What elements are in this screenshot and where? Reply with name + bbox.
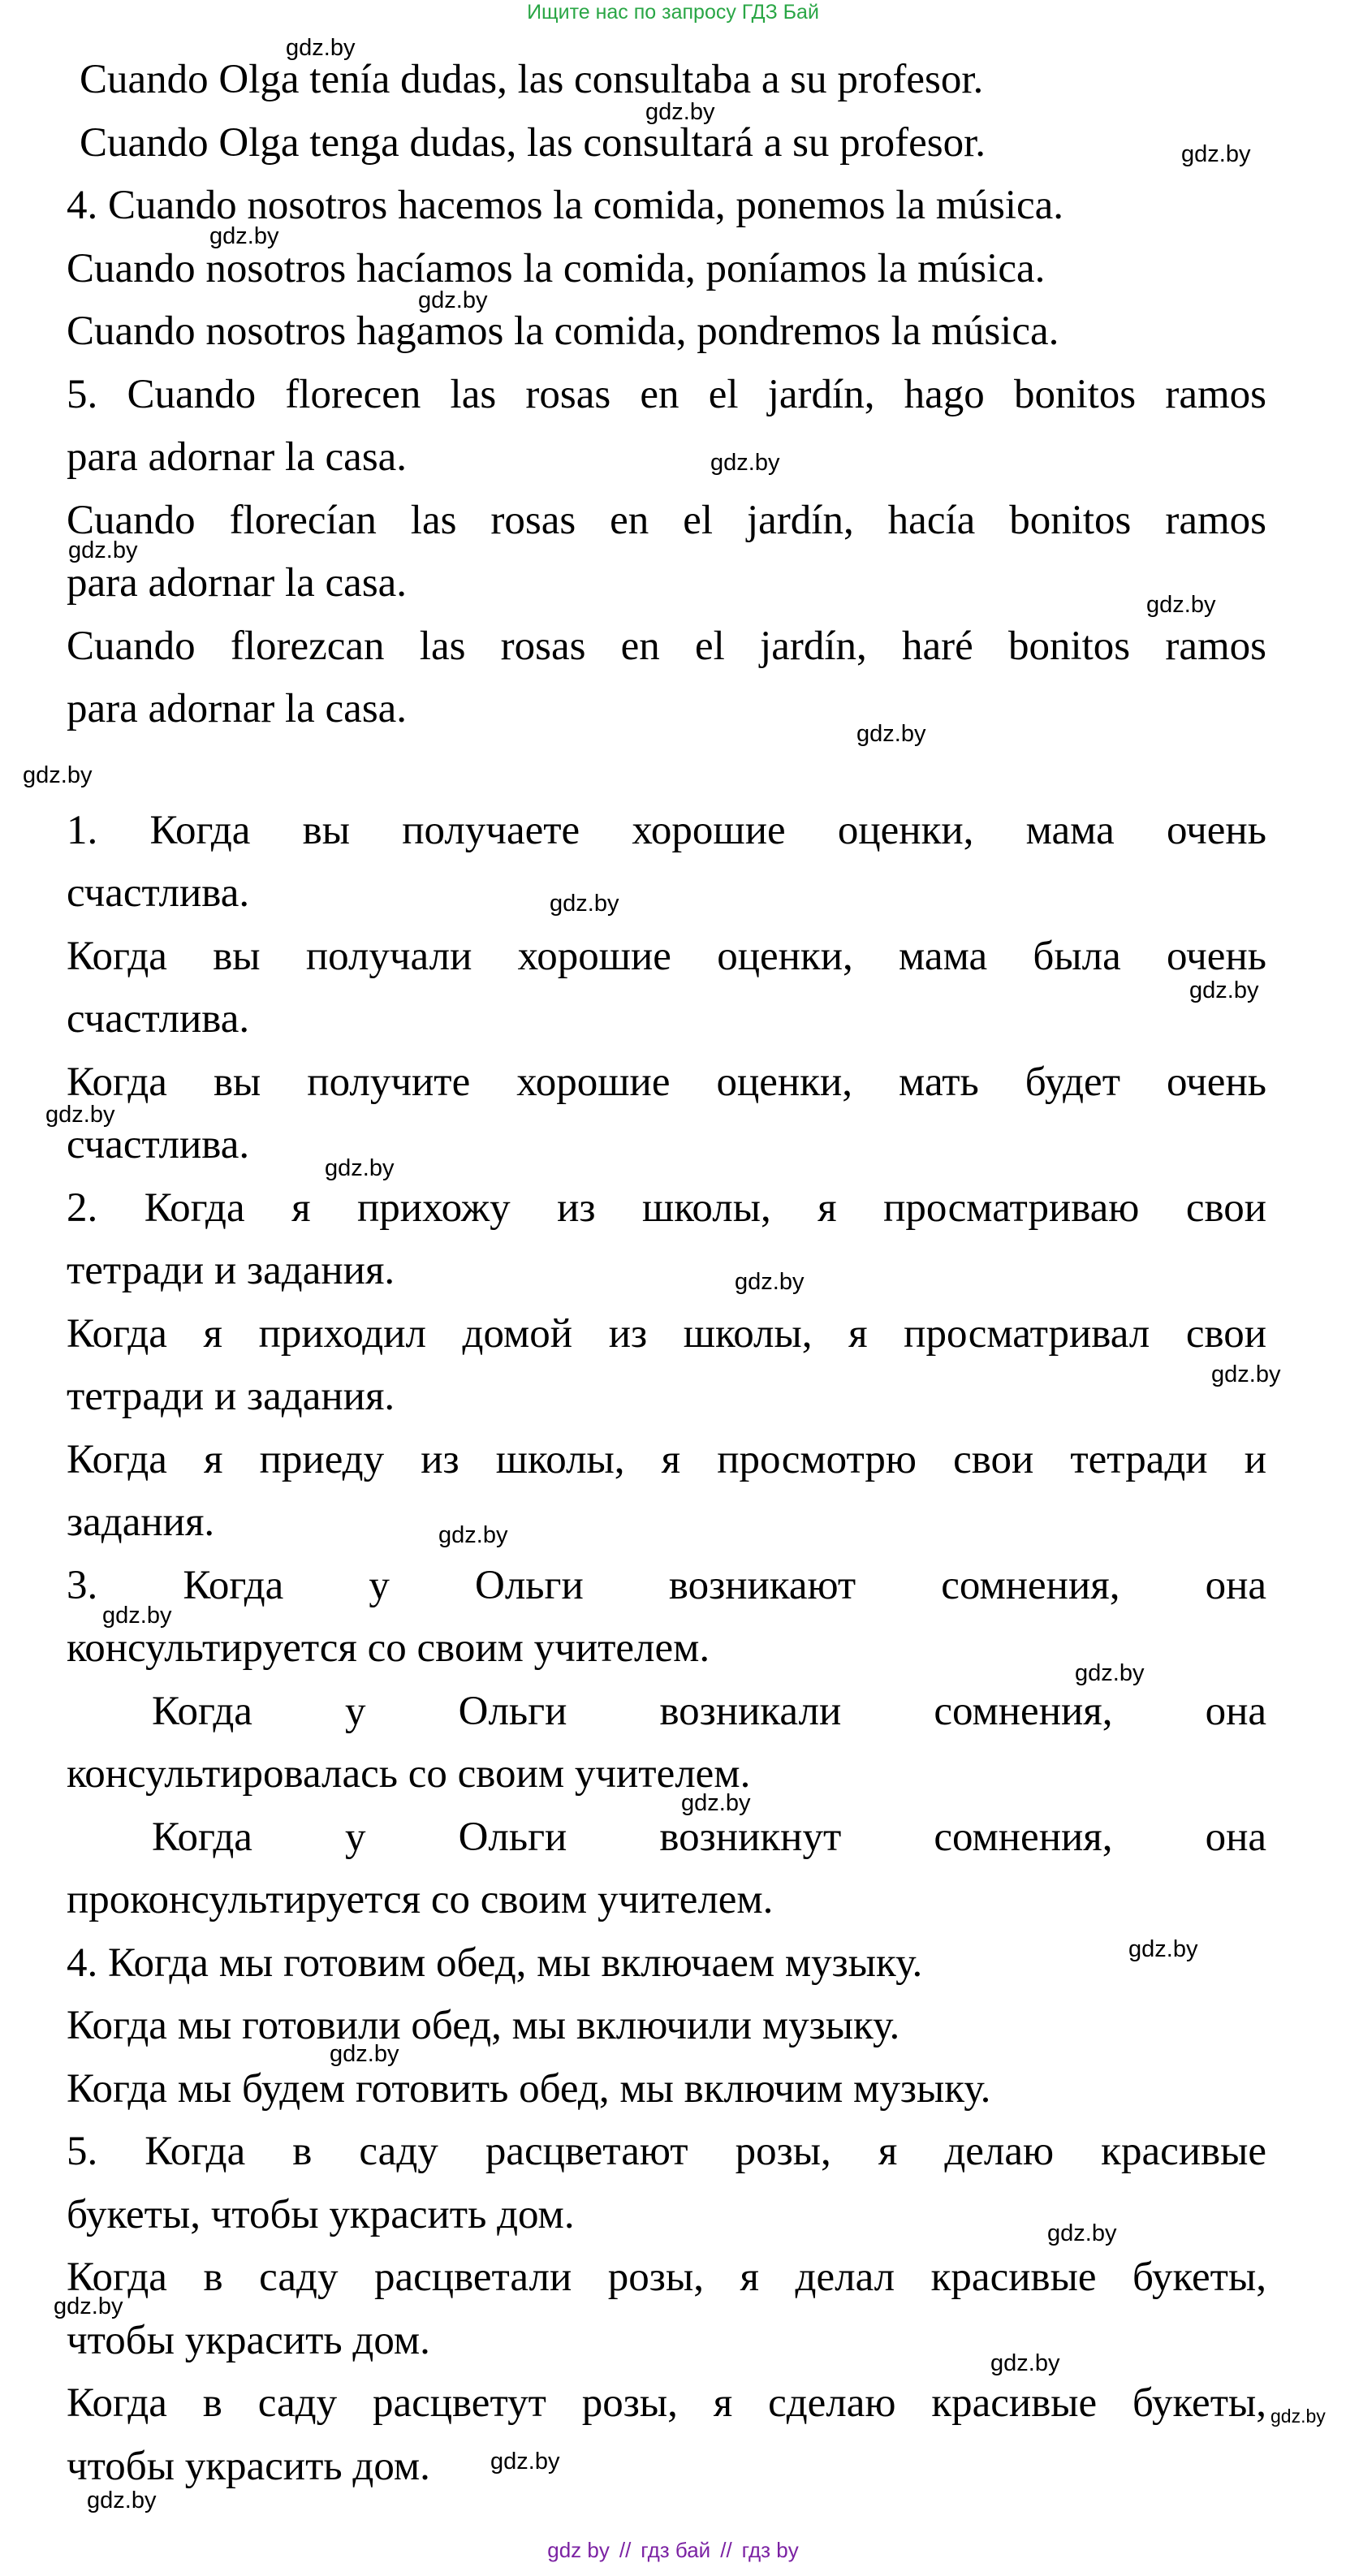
watermark: gdz.by: [1146, 592, 1216, 618]
footer-links: [0, 2538, 1346, 2563]
watermark: gdz.by: [286, 35, 356, 61]
section-gap: [67, 741, 1266, 800]
watermark: gdz.by: [1271, 2406, 1326, 2427]
watermark: gdz.by: [102, 1603, 172, 1629]
watermark: gdz.by: [1075, 1660, 1145, 1686]
watermark: gdz.by: [23, 762, 93, 788]
watermark: gdz.by: [856, 721, 926, 747]
text-line: счастлива.: [67, 996, 250, 1042]
text-line: Когда в саду расцветут розы, я сделаю красивые букеты,: [67, 2380, 1266, 2426]
watermark: gdz.by: [1211, 1361, 1281, 1387]
text-line: Когда мы готовили обед, мы включили музыку.: [67, 2003, 900, 2048]
text-line: para adornar la casa.: [67, 434, 408, 480]
watermark: gdz.by: [645, 99, 715, 125]
text-line: 2. Когда я прихожу из школы, я просматриваю свои: [67, 1184, 1266, 1231]
watermark: gdz.by: [418, 287, 488, 313]
watermark: gdz.by: [1047, 2220, 1117, 2246]
text-line: Cuando florezcan las rosas en el jardín, haré bonitos ramos: [67, 623, 1266, 669]
text-line: тетради и задания.: [67, 1374, 395, 1419]
watermark: gdz.by: [990, 2350, 1060, 2376]
text-line: чтобы украсить дом.: [67, 2317, 430, 2363]
text-line: 4. Cuando nosotros hacemos la comida, ponemos la música.: [67, 183, 1064, 228]
watermark: gdz.by: [1128, 1936, 1198, 1962]
watermark: gdz.by: [45, 1102, 115, 1128]
text-line: счастлива.: [67, 1122, 250, 1167]
text-line: букеты, чтобы украсить дом.: [67, 2191, 575, 2237]
text-line: Когда у Ольги возникали сомнения, она: [152, 1688, 1266, 1734]
watermark: gdz.by: [681, 1790, 751, 1816]
text-line: 3. Когда у Ольги возникают сомнения, она: [67, 1562, 1266, 1608]
text-line: Cuando Olga tenga dudas, las consultará a su profesor.: [80, 119, 986, 166]
footer-link[interactable]: гдз by: [741, 2538, 799, 2562]
text-line: консультировалась со своим учителем.: [67, 1751, 751, 1797]
watermark: gdz.by: [735, 1269, 805, 1295]
translation-text: [67, 49, 1266, 2498]
footer-link[interactable]: gdz by: [547, 2538, 610, 2562]
watermark: gdz.by: [54, 2293, 123, 2319]
watermark: gdz.by: [1189, 977, 1259, 1003]
watermark: gdz.by: [87, 2488, 157, 2513]
text-line: Когда мы будем готовить обед, мы включим музыку.: [67, 2065, 991, 2112]
text-line: проконсультируется со своим учителем.: [67, 1877, 774, 1922]
footer-link[interactable]: гдз бай: [641, 2538, 711, 2562]
text-line: 5. Cuando florecen las rosas en el jardín, hago bonitos ramos: [67, 371, 1266, 417]
footer-separator: //: [619, 2538, 632, 2562]
text-line: Cuando Olga tenía dudas, las consultaba a su profesor.: [80, 57, 984, 102]
text-line: чтобы украсить дом.: [67, 2443, 430, 2489]
text-line: счастлива.: [67, 870, 250, 916]
text-line: задания.: [67, 1499, 215, 1545]
text-line: para adornar la casa.: [67, 560, 408, 606]
search-hint-link[interactable]: Ищите нас по запросу ГДЗ Бай: [527, 1, 819, 24]
text-line: Cuando nosotros hagamos la comida, pondremos la música.: [67, 309, 1059, 354]
text-line: тетради и задания.: [67, 1248, 395, 1293]
text-line: 1. Когда вы получаете хорошие оценки, мама очень: [67, 807, 1266, 853]
text-line: Когда вы получали хорошие оценки, мама была очень: [67, 933, 1266, 979]
watermark: gdz.by: [550, 891, 619, 917]
watermark: gdz.by: [1181, 141, 1251, 167]
text-line: 5. Когда в саду расцветают розы, я делаю красивые: [67, 2129, 1266, 2174]
text-line: Когда я приеду из школы, я просмотрю свои тетради и: [67, 1436, 1266, 1482]
text-line: para adornar la casa.: [67, 686, 408, 731]
text-line: Cuando nosotros hacíamos la comida, poníamos la música.: [67, 245, 1046, 291]
text-line: Когда в саду расцветали розы, я делал красивые букеты,: [67, 2255, 1266, 2300]
watermark: gdz.by: [438, 1522, 508, 1548]
watermark: gdz.by: [209, 223, 279, 249]
watermark: gdz.by: [330, 2041, 399, 2067]
text-line: Cuando florecían las rosas en el jardín, hacía bonitos ramos: [67, 497, 1266, 543]
watermark: gdz.by: [710, 450, 780, 476]
text-line: 4. Когда мы готовим обед, мы включаем музыку.: [67, 1940, 923, 1986]
text-line: Когда вы получите хорошие оценки, мать будет очень: [67, 1059, 1266, 1105]
text-line: консультируется со своим учителем.: [67, 1625, 710, 1671]
text-line: Когда у Ольги возникнут сомнения, она: [152, 1814, 1266, 1860]
watermark: gdz.by: [68, 537, 138, 563]
watermark: gdz.by: [325, 1155, 395, 1181]
watermark: gdz.by: [490, 2449, 560, 2475]
footer-separator: //: [720, 2538, 732, 2562]
text-line: Когда я приходил домой из школы, я просматривал свои: [67, 1310, 1266, 1357]
